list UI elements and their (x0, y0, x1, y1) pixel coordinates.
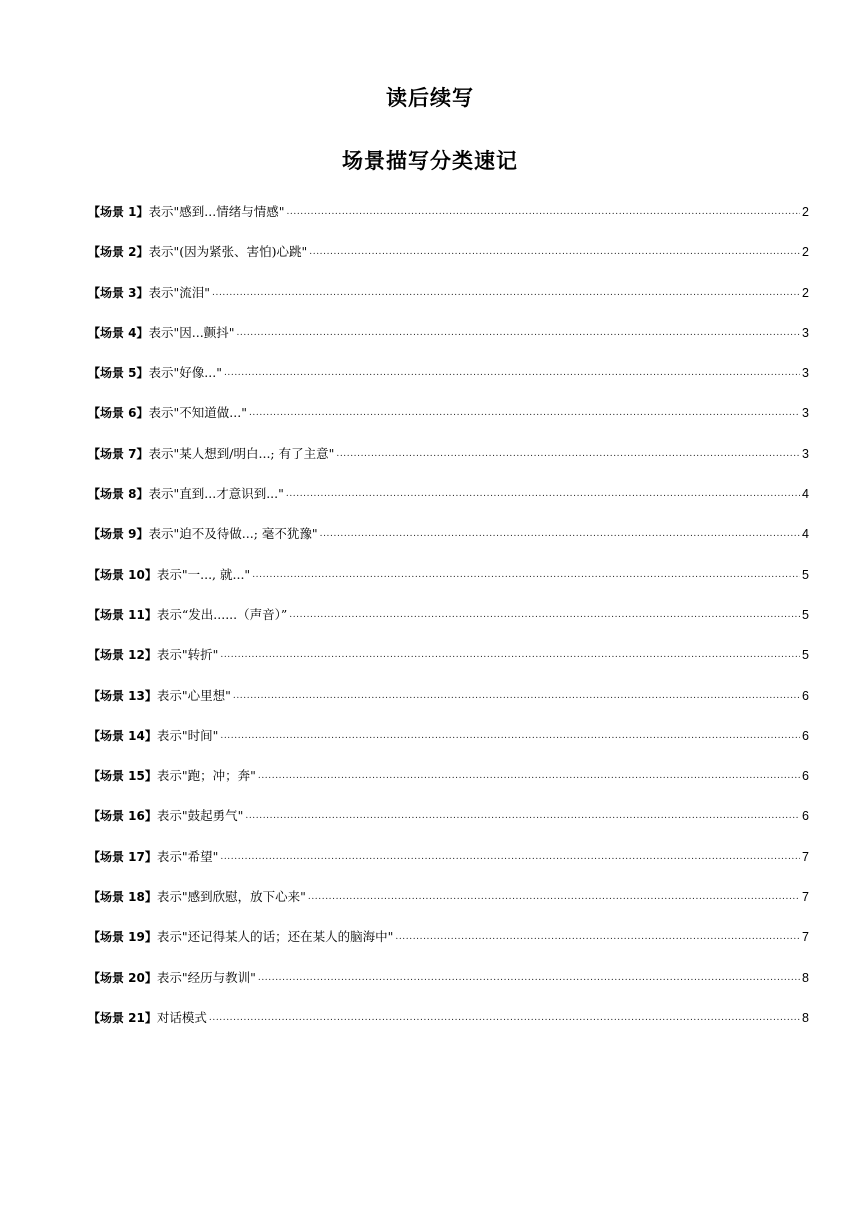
toc-entry-text: 表示"转折" (156, 647, 219, 663)
toc-entry-tag: 【场景 1】 (88, 205, 149, 219)
toc-entry[interactable] (88, 282, 809, 322)
toc-entry-label (88, 644, 218, 666)
toc-entry[interactable] (88, 564, 809, 604)
toc-page-number: 4 (802, 487, 809, 502)
toc-entry[interactable] (88, 926, 809, 966)
toc-entry-tag: 【场景 13】 (88, 688, 157, 703)
toc-page-number: 2 (802, 285, 809, 300)
toc-dot-leader (308, 886, 800, 908)
toc-page-number: 8 (802, 1010, 809, 1025)
toc-entry-tag: 【场景 2】 (88, 245, 149, 260)
toc-dot-leader (236, 322, 800, 344)
toc-entry-label (88, 201, 284, 223)
toc-dot-leader (289, 604, 800, 626)
toc-entry-text: 表示"好像..." (148, 365, 222, 381)
toc-entry[interactable] (88, 523, 809, 563)
toc-entry-label (88, 282, 210, 304)
toc-entry-text: 表示"感到欣慰，放下心来" (156, 889, 306, 905)
toc-page-number: 6 (802, 688, 809, 703)
document-title: 读后续写 (386, 86, 474, 110)
toc-dot-leader (233, 685, 800, 707)
toc-entry[interactable] (88, 725, 809, 765)
toc-entry-label (88, 443, 334, 465)
toc-entry-tag: 【场景 4】 (88, 325, 149, 340)
toc-entry-text: 表示"经历与教训" (156, 969, 256, 985)
toc-entry[interactable] (88, 443, 809, 483)
toc-dot-leader (258, 765, 800, 787)
toc-page-number: 3 (802, 366, 809, 381)
toc-entry-text: 表示"流泪" (148, 284, 211, 300)
toc-entry-tag: 【场景 21】 (88, 1010, 157, 1025)
toc-dot-leader (224, 362, 800, 384)
toc-page-number: 6 (802, 728, 809, 743)
toc-dot-leader (286, 201, 800, 223)
toc-entry-tag: 【场景 19】 (88, 930, 157, 945)
toc-entry-label (88, 685, 231, 707)
toc-entry[interactable] (88, 402, 809, 442)
toc-entry[interactable] (88, 685, 809, 725)
toc-page-number: 5 (802, 607, 809, 622)
toc-page-number: 5 (802, 567, 809, 582)
toc-dot-leader (320, 523, 800, 545)
toc-entry-tag: 【场景 14】 (88, 728, 157, 743)
toc-dot-leader (220, 644, 800, 666)
toc-entry[interactable] (88, 241, 809, 281)
toc-entry-label (88, 967, 256, 989)
toc-entry-label (88, 362, 222, 384)
toc-entry-tag: 【场景 8】 (88, 487, 149, 502)
toc-entry[interactable] (88, 201, 809, 241)
toc-entry-label (88, 604, 287, 626)
toc-page-number: 2 (802, 205, 809, 219)
toc-entry[interactable] (88, 846, 809, 886)
toc-entry-tag: 【场景 18】 (88, 890, 157, 905)
toc-entry-tag: 【场景 11】 (88, 607, 157, 622)
toc-dot-leader (395, 926, 800, 948)
toc-dot-leader (209, 1007, 800, 1029)
toc-dot-leader (252, 564, 800, 586)
toc-entry-text: 表示"(因为紧张、害怕)心跳" (148, 244, 308, 260)
toc-entry-text: 表示"希望" (156, 848, 219, 864)
toc-entry-text: 表示“发出......（声音）” (156, 606, 288, 622)
toc-page-number: 4 (802, 527, 809, 542)
toc-entry-label (88, 1007, 207, 1029)
toc-entry[interactable] (88, 483, 809, 523)
toc-entry-text: 表示"心里想" (156, 687, 231, 703)
toc-entry-tag: 【场景 5】 (88, 366, 149, 381)
toc-entry[interactable] (88, 886, 809, 926)
toc-entry-text: 表示"因...颤抖" (148, 324, 235, 340)
toc-entry[interactable] (88, 604, 809, 644)
toc-entry-text: 表示"不知道做..." (148, 405, 247, 421)
toc-entry-tag: 【场景 7】 (88, 446, 149, 461)
toc-entry-label (88, 846, 218, 868)
toc-entry-label (88, 241, 307, 263)
toc-dot-leader (286, 483, 800, 505)
toc-entry-label (88, 523, 318, 545)
toc-entry-tag: 【场景 20】 (88, 970, 157, 985)
toc-entry-label (88, 805, 243, 827)
toc-page-number: 6 (802, 769, 809, 784)
toc-dot-leader (245, 805, 800, 827)
toc-page-number: 3 (802, 406, 809, 421)
toc-dot-leader (212, 282, 800, 304)
toc-entry[interactable] (88, 765, 809, 805)
toc-page-number: 6 (802, 809, 809, 824)
toc-entry-label (88, 564, 250, 586)
toc-entry-text: 表示"时间" (156, 727, 219, 743)
toc-page-number: 7 (802, 849, 809, 864)
toc-entry-text: 表示"跑；冲；奔" (156, 768, 256, 784)
toc-entry-label (88, 483, 284, 505)
toc-entry-text: 表示"直到...才意识到..." (148, 486, 284, 502)
toc-page-number: 3 (802, 325, 809, 340)
toc-page-number: 2 (802, 245, 809, 260)
table-of-contents (88, 201, 809, 1047)
toc-page-number: 8 (802, 970, 809, 985)
toc-entry-tag: 【场景 15】 (88, 769, 157, 784)
toc-entry-label (88, 926, 393, 948)
toc-entry[interactable] (88, 322, 809, 362)
toc-entry-text: 对话模式 (156, 1009, 207, 1025)
toc-entry-tag: 【场景 16】 (88, 809, 157, 824)
toc-entry-label (88, 886, 306, 908)
toc-page-number: 7 (802, 890, 809, 905)
document-subtitle: 场景描写分类速记 (342, 149, 518, 173)
toc-entry-label (88, 725, 218, 747)
toc-entry[interactable] (88, 362, 809, 402)
toc-entry[interactable] (88, 644, 809, 684)
toc-dot-leader (220, 725, 800, 747)
toc-entry[interactable] (88, 1007, 809, 1047)
toc-dot-leader (249, 402, 800, 424)
toc-dot-leader (220, 846, 800, 868)
toc-dot-leader (309, 241, 800, 263)
toc-page-number: 7 (802, 930, 809, 945)
toc-entry-text: 表示"一..., 就..." (156, 566, 251, 582)
toc-entry[interactable] (88, 967, 809, 1007)
toc-entry-text: 表示"迫不及待做...; 毫不犹豫" (148, 526, 318, 542)
toc-entry-tag: 【场景 6】 (88, 406, 149, 421)
toc-entry-tag: 【场景 3】 (88, 285, 149, 300)
toc-entry-tag: 【场景 17】 (88, 849, 157, 864)
toc-entry-text: 表示"感到...情绪与情感" (148, 204, 285, 219)
toc-entry-text: 表示"鼓起勇气" (156, 808, 244, 824)
toc-entry-text: 表示"还记得某人的话；还在某人的脑海中" (156, 929, 394, 945)
toc-entry-label (88, 322, 234, 344)
toc-entry-tag: 【场景 12】 (88, 648, 157, 663)
toc-page-number: 5 (802, 648, 809, 663)
toc-entry[interactable] (88, 805, 809, 845)
toc-entry-label (88, 765, 256, 787)
toc-entry-label (88, 402, 247, 424)
toc-page-number: 3 (802, 446, 809, 461)
toc-entry-tag: 【场景 10】 (88, 567, 157, 582)
toc-dot-leader (336, 443, 800, 465)
toc-entry-text: 表示"某人想到/明白...; 有了主意" (148, 445, 335, 461)
toc-dot-leader (258, 967, 800, 989)
toc-entry-tag: 【场景 9】 (88, 527, 149, 542)
